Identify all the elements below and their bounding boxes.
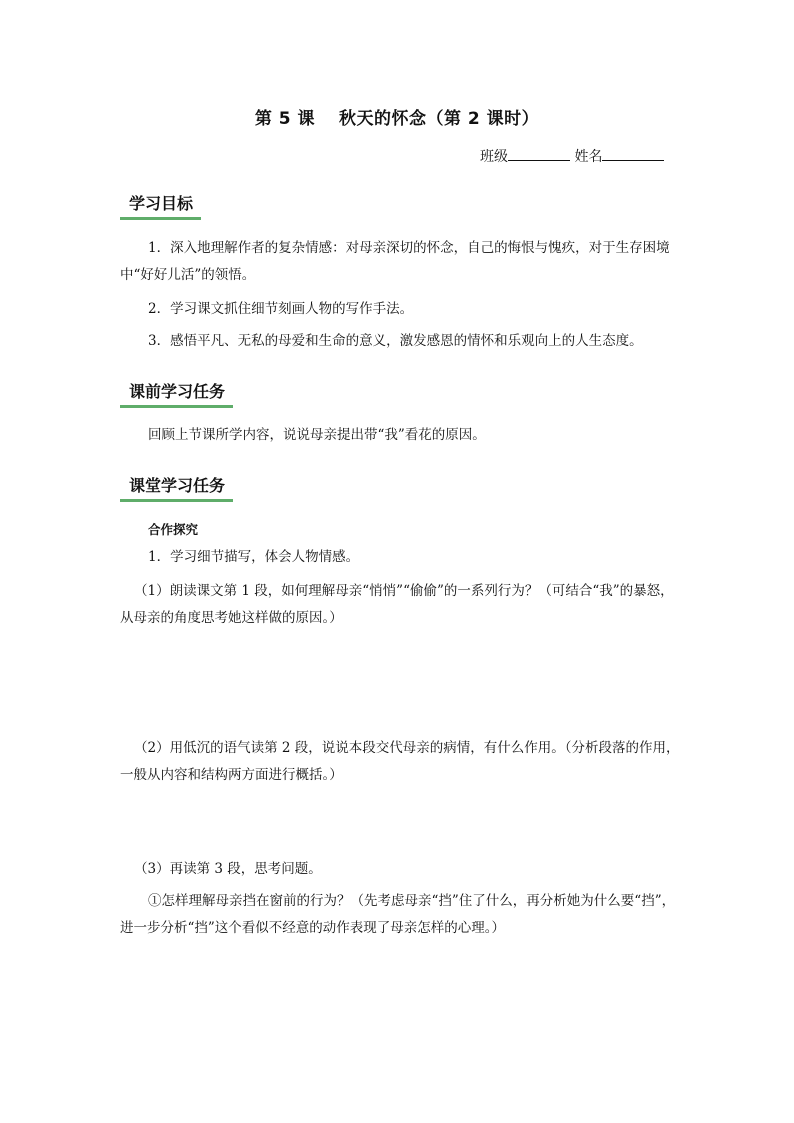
- class-label: 班级: [480, 149, 508, 165]
- name-blank[interactable]: [602, 145, 664, 161]
- question-2: （2）用低沉的语气读第 2 段，说说本段交代母亲的病情，有什么作用。（分析段落的作用，一般从内容和结构两方面进行概括。）: [120, 740, 680, 783]
- objective-1: 1．深入地理解作者的复杂情感：对母亲深切的怀念，自己的悔恨与愧疚，对于生存困境中“好好儿活”的领悟。: [120, 240, 670, 283]
- preclass-task: 回顾上节课所学内容，说说母亲提出带“我”看花的原因。: [148, 427, 486, 443]
- task-1: 1．学习细节描写，体会人物情感。: [148, 549, 360, 565]
- question-3: （3）再读第 3 段，思考问题。: [134, 861, 322, 877]
- question-1: （1）朗读课文第 1 段，如何理解母亲“悄悄”“偷偷”的一系列行为？（可结合“我”的暴怒，从母亲的角度思考她这样做的原因。）: [120, 583, 674, 626]
- objective-3: 3．感悟平凡、无私的母爱和生命的意义，激发感恩的情怀和乐观向上的人生态度。: [148, 333, 643, 349]
- class-blank[interactable]: [508, 145, 570, 161]
- class-name-line: [480, 145, 664, 166]
- page-title: 第 5 课 秋天的怀念（第 2 课时）: [254, 109, 540, 129]
- section-heading-objectives: 学习目标: [120, 193, 201, 220]
- name-label: 姓名: [574, 149, 603, 165]
- question-3-1: ①怎样理解母亲挡在窗前的行为？（先考虑母亲“挡”住了什么，再分析她为什么要“挡”，进一步分析“挡”这个看似不经意的动作表现了母亲怎样的心理。）: [120, 893, 676, 936]
- objective-2: 2．学习课文抓住细节刻画人物的写作手法。: [148, 301, 414, 317]
- subheading-cooperative: 合作探究: [148, 522, 199, 537]
- section-heading-preclass: 课前学习任务: [120, 381, 233, 408]
- section-heading-inclass: 课堂学习任务: [120, 475, 233, 502]
